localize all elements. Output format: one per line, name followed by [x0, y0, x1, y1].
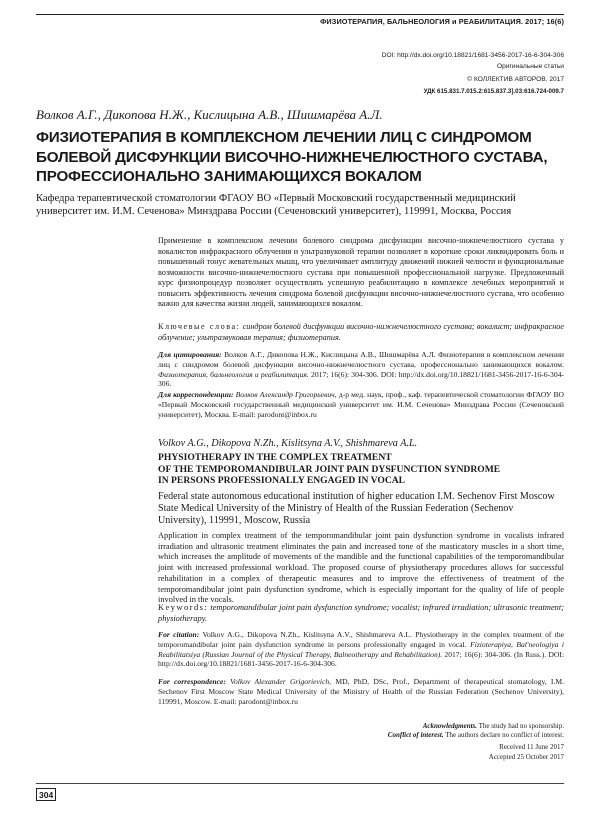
citation-label-en: For citation:	[158, 630, 200, 639]
abstract-ru: Применение в комплексном лечении болевого синдрома дисфункции височно-нижнечелюстного сустава у вокалистов инфракрасного облучения и ультразвуковой терапии позволяет в короткие сроки ликвидировать боль и повышенный тонус жевательных мышц, что увеличивает амплитуду движений нижней челюсти и функциональные возможности височно-нижнечелюстного сустава при повышенной профессиональной нагрузке. Предложенный курс физиопроцедур позволяет осуществлять успешную реабилитацию в комплексе лечебных мероприятий и повысить эффективность лечения синдрома болевой дисфункции височно-нижнечелюстного сустава, что особенно важно для качества жизни людей, занимающихся вокалом.	[158, 236, 564, 308]
correspondence-en	[158, 677, 564, 706]
footer-divider	[36, 783, 564, 784]
correspondence-text-en: MD, PhD, DSc, Prof., Department of therapeutical stomatology, I.M. Sechenov First Moscow State Medical University of the Ministry of Health of the Russian Federation (Sechenov University), 119991, Moscow. E-mail: parodont@inbox.ru	[158, 677, 564, 706]
keywords-label-ru: Ключевые слова:	[158, 322, 241, 331]
page-number: 304	[36, 788, 56, 801]
conflict-line	[388, 731, 564, 740]
citation-tail-en: 2017; 16(6): 304-306. (In Russ.).	[444, 649, 547, 659]
keywords-text-ru: синдром болевой дисфункции височно-нижнечелюстного сустава; вокалист; инфракрасное облучение; ультразвуковая терапия; физиотерапия.	[158, 322, 564, 342]
citation-text-en: Volkov A.G., Dikopova N.Zh., Kislitsyna A.V., Shishmareva A.L. Physiotherapy in the complex treatment of the temporomandibular joint pain dysfunction syndrome in persons professionally engaged in vocal.	[158, 630, 565, 649]
affiliation-en: Federal state autonomous educational institution of higher education I.M. Sechenov First Moscow State Medical University of the Ministry of Health of the Russian Federation (Sechenov University), 119991, Moscow, Russia	[158, 491, 555, 526]
running-header	[36, 14, 564, 70]
keywords-text-en: temporomandibular joint pain dysfunction syndrome; vocalist; infrared irradiation; ultrasonic treatment; physiotherapy.	[158, 603, 564, 623]
title-en-line: IN PERSONS PROFESSIONALLY ENGAGED IN VOCAL	[158, 475, 406, 486]
keywords-label-en: Keywords:	[158, 603, 209, 612]
citation-journal-en: Fizioterapiya, Bal'neologiya i Reabilitatsiya (Russian Journal of the Physical Therapy, Balneotherapy and Rehabilitation).	[158, 639, 564, 659]
authors-ru: Волков А.Г., Дикопова Н.Ж., Кислицына А.В., Шишмарёва А.Л.	[36, 107, 383, 122]
citation-label-ru: Для цитирования:	[158, 350, 222, 359]
correspondence-label-ru: Для корреспонденции:	[158, 390, 234, 399]
citation-doi-ru[interactable]: DOI: http://dx.doi.org/10.18821/1681-3456-2017-16-6-304-306.	[158, 369, 564, 389]
acknowledgments-text: The study had no sponsorship.	[478, 722, 564, 730]
conflict-text: The authors declare no conflict of interest.	[445, 731, 564, 740]
citation-journal-ru: Физиотерапия, бальнеология и реабилитация.	[158, 369, 309, 379]
correspondence-label-en: For correspondence:	[158, 677, 226, 686]
correspondence-text-ru: д-р мед. наук, проф., каф. терапевтической стоматологии ФГАОУ ВО «Первый Московский государственный медицинский университет им. И.М. Сеченова» Минздрава России (Сеченовский университет), Москва. E-mail: parodont@inbox.ru	[158, 390, 564, 419]
journal-title: ФИЗИОТЕРАПИЯ, БАЛЬНЕОЛОГИЯ и РЕАБИЛИТАЦИЯ. 2017; 16(6)	[320, 17, 564, 26]
copyright-notice: © КОЛЛЕКТИВ АВТОРОВ, 2017	[467, 76, 564, 83]
affiliation-ru: Кафедра терапевтической стоматологии ФГАОУ ВО «Первый Московский государственный медицинский университет им. И.М. Сеченова» Минздрава России (Сеченовский университет), 119991, Москва, Россия	[36, 193, 516, 217]
udc-code: УДК 615.831.7.015.2:615.837.3].03:616.724-009.7	[423, 88, 564, 95]
article-title-en	[158, 452, 564, 487]
authors-en: Volkov A.G., Dikopova N.Zh., Kislitsyna A.V., Shishmareva A.L.	[158, 438, 418, 449]
accepted-date: Accepted 25 October 2017	[488, 752, 564, 761]
keywords-en	[158, 603, 564, 624]
abstract-en: Application in complex treatment of the temporomandibular joint pain dysfunction syndrome in vocalists infrared irradiation and ultrasonic treatment eliminates the pain and increased tone of the masticatory muscles in a short time, which increases the amplitude of movements of the mandible and the functional capabilities of the temporomandibular joint with increased professional workload. The proposed course of physiotherapy procedures allows for successful rehabilitation in a complex of therapeutic measures and to improve the effectiveness of treatment of the temporomandibular joint pain dysfunction syndrome, which is especially important for the quality of life of people involved in the vocals.	[158, 531, 564, 605]
doi-link[interactable]: DOI: http://dx.doi.org/10.18821/1681-3456-2017-16-6-304-306	[381, 52, 564, 59]
citation-doi-en[interactable]: DOI: http://dx.doi.org/10.18821/1681-3456-2017-16-6-304-306.	[158, 649, 564, 669]
title-en-line: PHYSIOTHERAPY IN THE COMPLEX TREATMENT	[158, 452, 392, 463]
citation-en	[158, 630, 564, 669]
article-type: Оригинальные статьи	[497, 63, 564, 70]
acknowledgments-label: Acknowledgments.	[422, 722, 478, 730]
acknowledgments-line	[388, 722, 564, 731]
citation-text-ru: Волков А.Г., Дикопова Н.Ж., Кислицына А.В., Шишмарёва А.Л. Физиотерапия в комплексном лечении лиц с синдромом болевой дисфункции височно-нижнечелюстного сустава, профессионально занимающихся вокалом.	[158, 350, 564, 369]
correspondence-name-en: Volkov Alexander Grigorievich,	[230, 677, 332, 686]
correspondence-ru	[158, 390, 564, 419]
citation-tail-ru: 2017; 16(6): 304-306.	[311, 369, 379, 379]
conflict-label: Conflict of interest.	[387, 731, 444, 740]
correspondence-name-ru: Волков Александр Григорьевич,	[235, 390, 337, 399]
received-date: Received 11 June 2017	[499, 743, 564, 752]
article-title-ru: ФИЗИОТЕРАПИЯ В КОМПЛЕКСНОМ ЛЕЧЕНИИ ЛИЦ С СИНДРОМОМ БОЛЕВОЙ ДИСФУНКЦИИ ВИСОЧНО-НИЖНЕЧЕЛЮСТНОГО СУСТАВА, ПРОФЕССИОНАЛЬНО ЗАНИМАЮЩИХСЯ ВОКАЛОМ	[36, 129, 548, 185]
title-en-line: OF THE TEMPOROMANDIBULAR JOINT PAIN DYSFUNCTION SYNDROME	[158, 463, 501, 475]
acknowledgments-block	[388, 722, 564, 762]
keywords-ru	[158, 322, 564, 343]
citation-ru	[158, 350, 564, 389]
